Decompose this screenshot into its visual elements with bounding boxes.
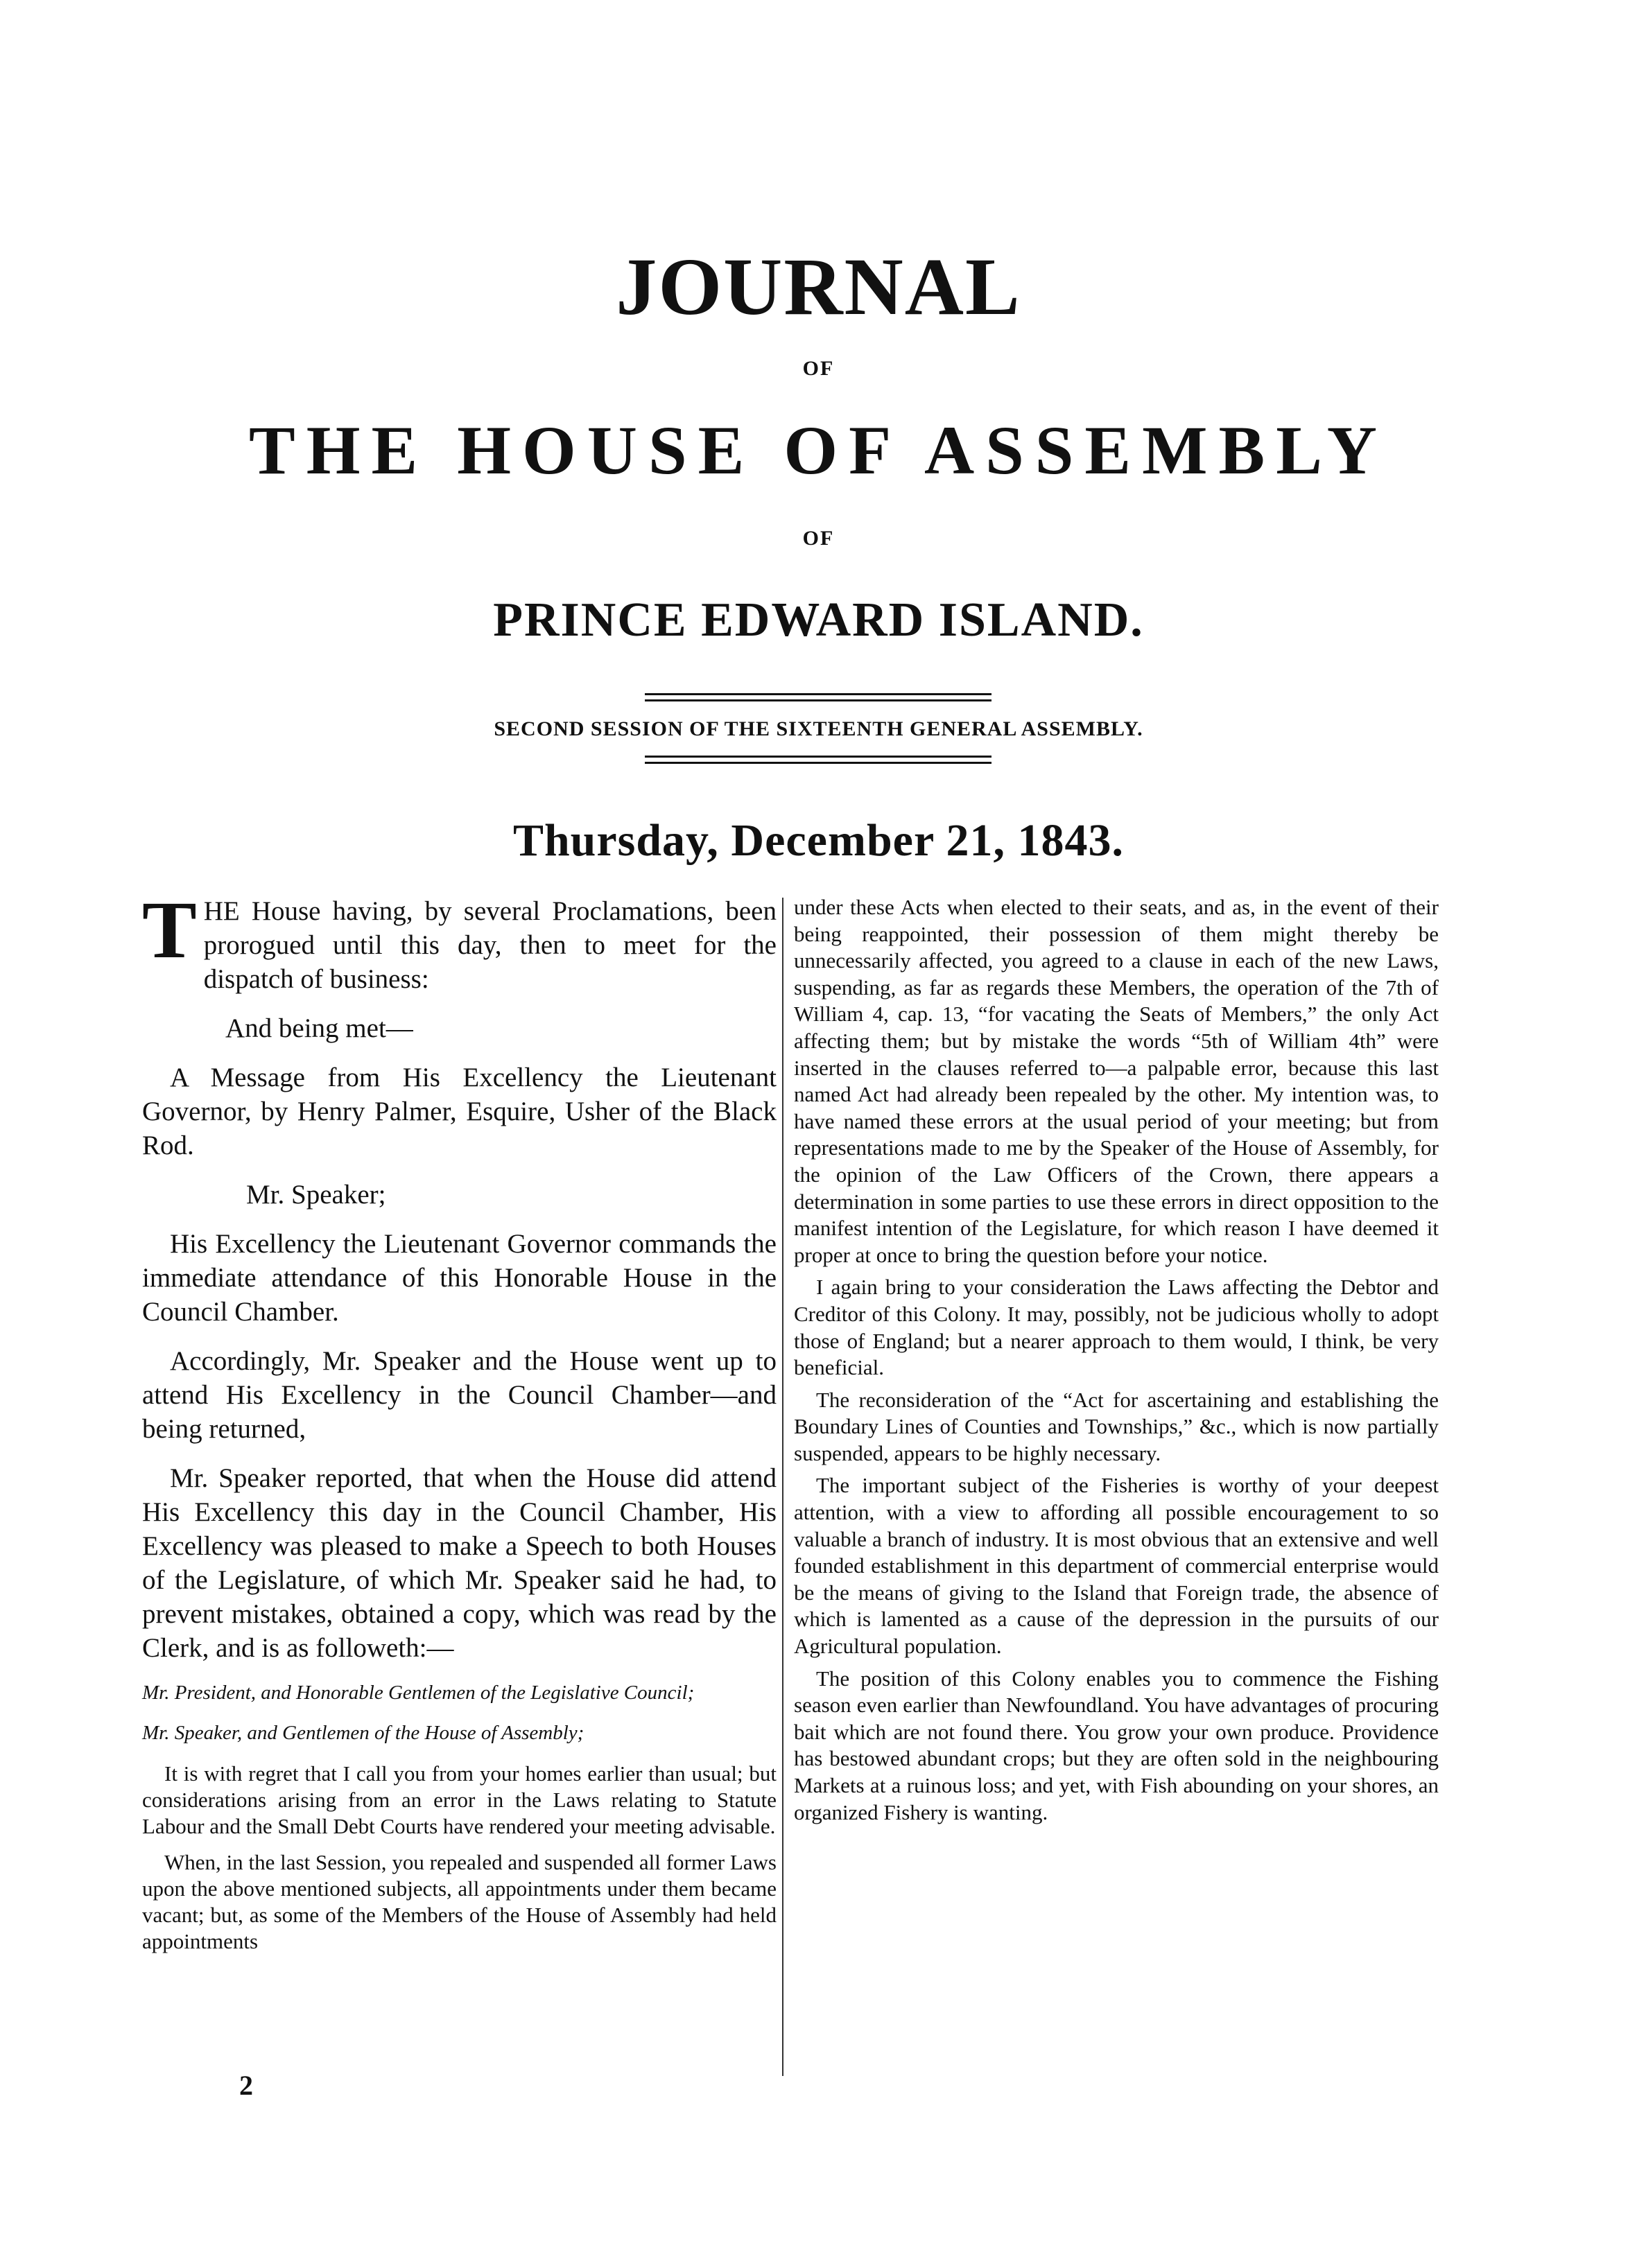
title-of-2: OF	[802, 527, 835, 550]
house-of-assembly-title: THE HOUSE OF ASSEMBLY	[249, 412, 1388, 489]
page-number: 2	[239, 2070, 253, 2101]
address-house-of-assembly: Mr. Speaker, and Gentlemen of the House of Assembly;	[142, 1722, 584, 1744]
speech-paragraph-1: It is with regret that I call you from your homes earlier than usual; but considerations arising from an error in the Laws relating to Statute Labour and the Small Debt Courts have rendered your meeting advisable.	[142, 1761, 777, 1838]
island-title: PRINCE EDWARD ISLAND.	[493, 593, 1144, 647]
right-column	[794, 894, 1439, 1831]
journal-title: JOURNAL	[616, 241, 1021, 332]
double-rule-bottom	[645, 756, 991, 764]
right-paragraph-1: under these Acts when elected to their seats, and as, in the event of their being reappointed, their possession of them might thereby be unnecessarily affected, you agreed to a clause in each of the new Laws, suspending, as far as regards these Members, the operation of the 7th of William 4, cap. 13, “for vacating the Seats of Members,” the only Act affecting them; but by mistake the words “5th of William 4th” were inserted in the clauses referred to—a palpable error, because this last named Act had already been repealed by the other. My intention was, to have named these errors at the usual period of your meeting; but from representations made to me by the Speaker of the House of Assembly, for the opinion of the Law Officers of the Crown, there appears a determination in some parties to use these errors in direct opposition to the manifest intention of the Legislature, for which reason I have deemed it proper at once to bring the question before your notice.	[794, 895, 1439, 1267]
message-paragraph: A Message from His Excellency the Lieutenant Governor, by Henry Palmer, Esquire, Usher of the Black Rod.	[142, 1063, 777, 1160]
column-divider	[782, 898, 783, 2076]
address-legislative-council: Mr. President, and Honorable Gentlemen of the Legislative Council;	[142, 1682, 695, 1704]
right-paragraph-4: The important subject of the Fisheries is worthy of your deepest attention, with a view to affording all possible encouragement to so valuable a branch of industry. It is most obvious that an extensive and well founded establishment in this department of commercial enterprise would be the means of giving to the Island that Foreign trade, the absence of which is lamented as a cause of the depression in the pursuits of our Agricultural population.	[794, 1473, 1439, 1659]
drop-cap: T	[142, 884, 197, 975]
session-heading: SECOND SESSION OF THE SIXTEENTH GENERAL ASSEMBLY.	[494, 717, 1143, 740]
speech-paragraph-2: When, in the last Session, you repealed and suspended all former Laws upon the above mentioned subjects, all appointments under them became vacant; but, as some of the Members of the House of Assembly had held appointments	[142, 1850, 777, 1953]
speaker-salutation: Mr. Speaker;	[246, 1180, 386, 1210]
right-paragraph-2: I again bring to your consideration the Laws affecting the Debtor and Creditor of this Colony. It may, possibly, not be judicious wholly to adopt those of England; but a nearer approach to them would, I think, be very beneficial.	[794, 1275, 1439, 1380]
date-heading: Thursday, December 21, 1843.	[512, 815, 1125, 866]
speech-text-left	[142, 1761, 777, 1955]
accordingly-paragraph: Accordingly, Mr. Speaker and the House went up to attend His Excellency in the Council Chamber—and being returned,	[142, 1346, 777, 1444]
speaker-reported-paragraph: Mr. Speaker reported, that when the House did attend His Excellency this day in the Council Chamber, His Excellency was pleased to make a Speech to both Houses of the Legislature, of which Mr. Speaker said he had, to prevent mistakes, obtained a copy, which was read by the Clerk, and is as followeth:—	[142, 1463, 777, 1663]
opening-paragraph	[142, 884, 777, 996]
right-paragraph-5: The position of this Colony enables you to commence the Fishing season even earlier than Newfoundland. You have advantages of procuring bait which are not found there. You grow your own produce. Providence has bestowed abundant crops; but they are often sold in the neighbouring Markets at a ruinous loss; and yet, with Fish abounding on your shores, an organized Fishery is wanting.	[794, 1666, 1439, 1824]
being-met-paragraph: And being met—	[225, 1013, 413, 1043]
right-paragraph-3: The reconsideration of the “Act for ascertaining and establishing the Boundary Lines of Counties and Townships,” &c., which is now partially suspended, appears to be highly necessary.	[794, 1387, 1439, 1465]
double-rule-top	[645, 693, 991, 701]
title-of-1: OF	[802, 357, 835, 380]
commands-paragraph: His Excellency the Lieutenant Governor commands the immediate attendance of this Honorable House in the Council Chamber.	[142, 1229, 777, 1327]
left-column	[142, 884, 777, 1964]
opening-text: HE House having, by several Proclamations, been prorogued until this day, then to meet for the dispatch of business:	[203, 896, 777, 994]
